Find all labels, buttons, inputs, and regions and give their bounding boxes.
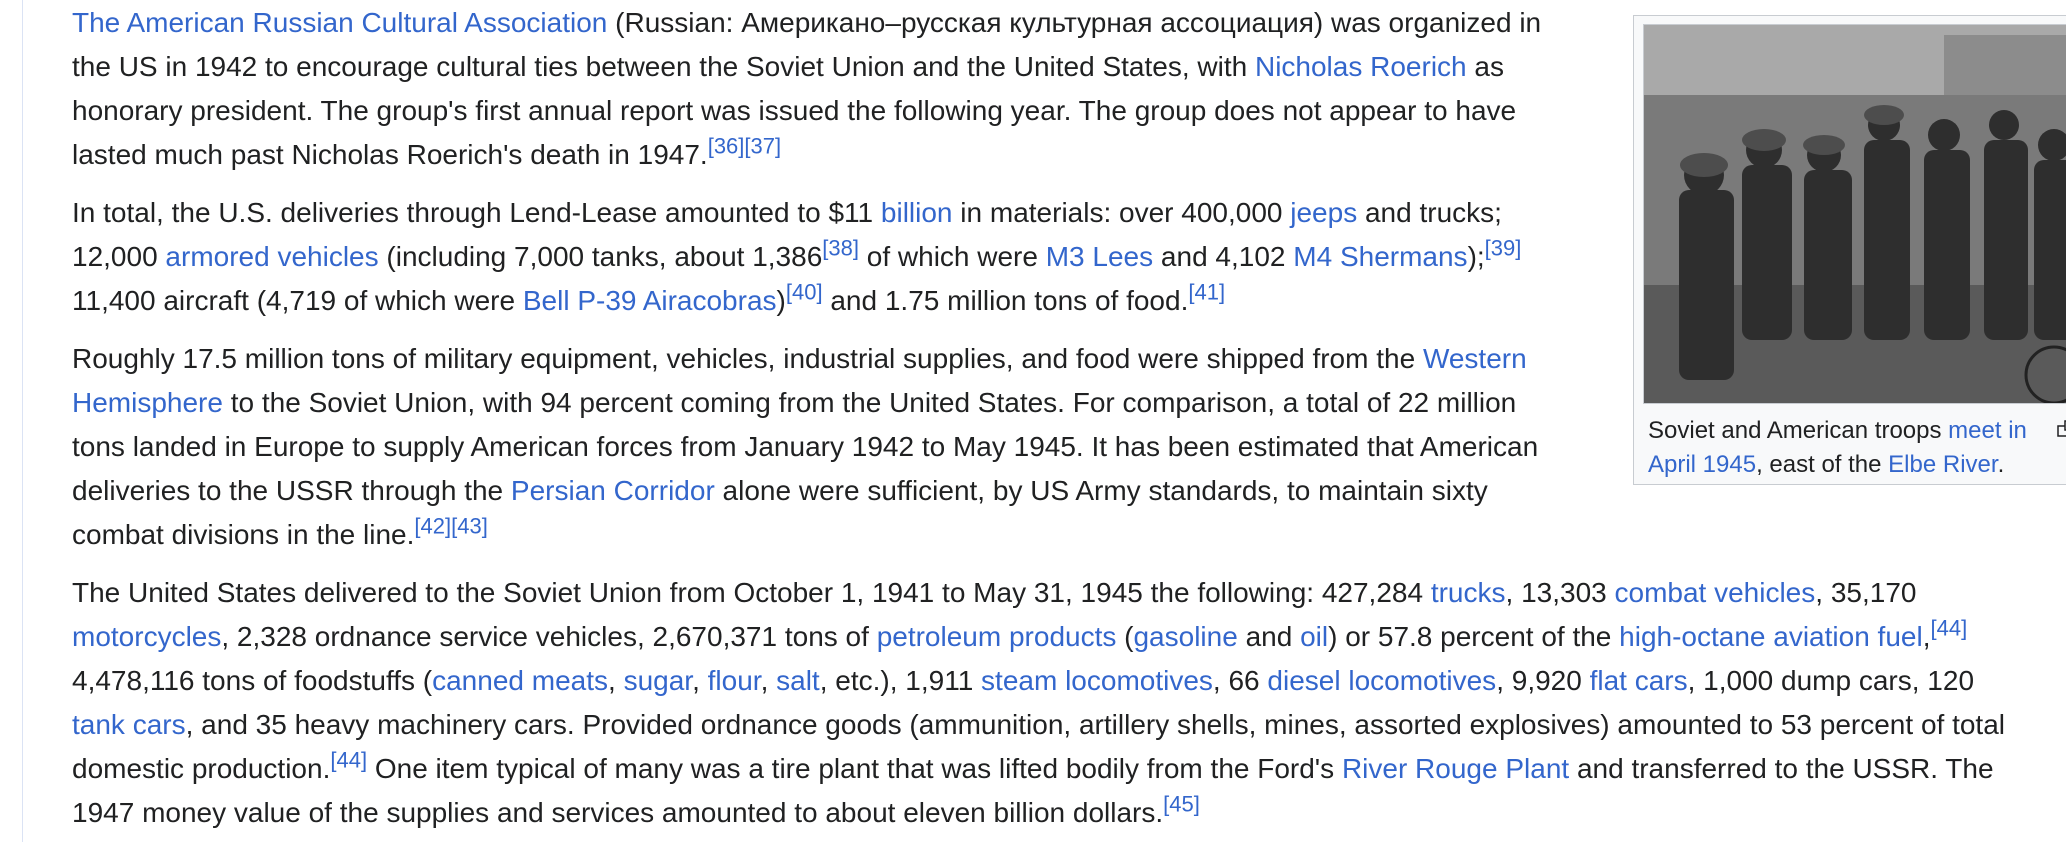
text-span: 11,400 aircraft (4,719 of which were [72, 285, 523, 316]
paragraph-lend-lease-total [72, 191, 1542, 323]
text-span: to the Soviet Union, with 94 percent coming from the United States. For comparison, a total of 22 million tons landed in Europe to supply American forces from January 1942 to May 1945. It has been estimated that American deliveries to the USSR through the [72, 387, 1539, 506]
figure-caption [1648, 414, 2043, 482]
link-river-rouge-plant[interactable]: River Rouge Plant [1341, 753, 1570, 784]
text-span: of which were [858, 241, 1046, 272]
link-combat-vehicles[interactable]: combat vehicles [1614, 577, 1816, 608]
link-m4-shermans[interactable]: M4 Shermans [1293, 241, 1468, 272]
text-span: , and 35 heavy machinery cars. Provided ordnance goods (ammunition, artillery shells, mines, assorted explosives) amounted to 53 percent of total domestic production. [72, 709, 2005, 784]
text-span: One item typical of many was a tire plant that was lifted bodily from the Ford's [367, 753, 1342, 784]
text-span: , 66 [1212, 665, 1268, 696]
text-span: as honorary president. The group's first annual report was issued the following year. The group does not appear to have lasted much past Nicholas Roerich's death in 1947. [72, 51, 1517, 170]
paragraph-cultural-association [72, 1, 1552, 177]
text-span: , [1922, 621, 1931, 652]
link-petroleum-products[interactable]: petroleum products [876, 621, 1117, 652]
text-span: 4,478,116 tons of foodstuffs ( [72, 665, 433, 696]
link-meet-in-april-1945[interactable]: meet in April 1945 [1648, 417, 2027, 478]
link-high-octane-aviation-fuel[interactable]: high-octane aviation fuel [1619, 621, 1923, 652]
ref-43[interactable]: [43] [451, 513, 488, 539]
link-m3-lees[interactable]: M3 Lees [1045, 241, 1154, 272]
text-span: and transferred to the USSR. The 1947 money value of the supplies and services amounted to about eleven billion dollars. [72, 753, 1994, 828]
text-span: ( [1116, 621, 1134, 652]
figure-thumbnail [1633, 15, 2066, 485]
text-span: Roughly 17.5 million tons of military equipment, vehicles, industrial supplies, and food were shipped from the [72, 343, 1423, 374]
left-rail [0, 0, 23, 842]
link-american-russian-cultural-association[interactable]: The American Russian Cultural Association [72, 7, 608, 38]
link-gasoline[interactable]: gasoline [1133, 621, 1238, 652]
photo-soviet-american-troops[interactable] [1643, 24, 2066, 404]
text-span: , [608, 665, 624, 696]
ref-42[interactable]: [42] [414, 513, 452, 539]
text-span: , [760, 665, 777, 696]
text-span: , 1,000 dump cars, 120 [1687, 665, 1975, 696]
ref-41[interactable]: [41] [1188, 279, 1226, 305]
ref-39[interactable]: [39] [1484, 235, 1522, 261]
link-bell-p39-airacobras[interactable]: Bell P-39 Airacobras [522, 285, 777, 316]
link-billion[interactable]: billion [880, 197, 953, 228]
text-span: ) or 57.8 percent of the [1328, 621, 1620, 652]
link-trucks[interactable]: trucks [1430, 577, 1506, 608]
text-span: ) [776, 285, 786, 316]
ref-45[interactable]: [45] [1163, 791, 1200, 817]
ref-36[interactable]: [36] [707, 133, 745, 159]
paragraph-shipments [72, 337, 1552, 557]
text-span: and [1237, 621, 1301, 652]
link-persian-corridor[interactable]: Persian Corridor [510, 475, 715, 506]
link-nicholas-roerich[interactable]: Nicholas Roerich [1254, 51, 1467, 82]
link-sugar[interactable]: sugar [623, 665, 693, 696]
link-motorcycles[interactable]: motorcycles [72, 621, 222, 652]
ref-44[interactable]: [44] [1930, 615, 1968, 641]
text-span: and 4,102 [1153, 241, 1294, 272]
ref-38[interactable]: [38] [822, 235, 859, 261]
ref-40[interactable]: [40] [785, 279, 823, 305]
paragraph-deliveries-list [72, 571, 2032, 835]
link-oil[interactable]: oil [1300, 621, 1329, 652]
text-span: In total, the U.S. deliveries through Lend-Lease amounted to $11 [72, 197, 881, 228]
link-armored-vehicles[interactable]: armored vehicles [165, 241, 379, 272]
caption-text: Soviet and American troops [1648, 417, 1949, 444]
text-span: , [692, 665, 708, 696]
caption-text: , east of the [1756, 451, 1889, 478]
link-flat-cars[interactable]: flat cars [1589, 665, 1688, 696]
text-span: and trucks; 12,000 [72, 197, 1502, 272]
caption-text: . [1997, 451, 2005, 478]
text-span: , 2,328 ordnance service vehicles, 2,670,371 tons of [221, 621, 877, 652]
text-span: and 1.75 million tons of food. [822, 285, 1189, 316]
link-flour[interactable]: flour [707, 665, 761, 696]
text-span: The United States delivered to the Soviet Union from October 1, 1941 to May 31, 1945 the following: 427,284 [72, 577, 1431, 608]
text-span: in materials: over 400,000 [952, 197, 1291, 228]
link-steam-locomotives[interactable]: steam locomotives [981, 665, 1213, 696]
link-salt[interactable]: salt [776, 665, 820, 696]
ref-44-second[interactable]: [44] [330, 747, 368, 773]
link-western-hemisphere[interactable]: Western Hemisphere [72, 343, 1527, 418]
text-span: (including 7,000 tanks, about 1,386 [378, 241, 823, 272]
text-span: , 13,303 [1505, 577, 1615, 608]
magnify-clip-icon[interactable] [2057, 420, 2066, 438]
text-span: , etc.), 1,911 [819, 665, 982, 696]
text-span: , 9,920 [1496, 665, 1590, 696]
article-content [72, 0, 2032, 842]
ref-37[interactable]: [37] [744, 133, 782, 159]
link-tank-cars[interactable]: tank cars [72, 709, 186, 740]
link-elbe-river[interactable]: Elbe River [1888, 451, 1998, 478]
text-span: ); [1467, 241, 1485, 272]
text-span: , 35,170 [1815, 577, 1917, 608]
link-canned-meats[interactable]: canned meats [432, 665, 608, 696]
text-span: alone were sufficient, by US Army standards, to maintain sixty combat divisions in the line. [72, 475, 1488, 550]
photo-illustration [1644, 25, 2066, 404]
link-jeeps[interactable]: jeeps [1290, 197, 1358, 228]
text-span: (Russian: Американо–русская культурная ассоциация) was organized in the US in 1942 to encourage cultural ties between the Soviet Union and the United States, with [72, 7, 1542, 82]
link-diesel-locomotives[interactable]: diesel locomotives [1267, 665, 1497, 696]
